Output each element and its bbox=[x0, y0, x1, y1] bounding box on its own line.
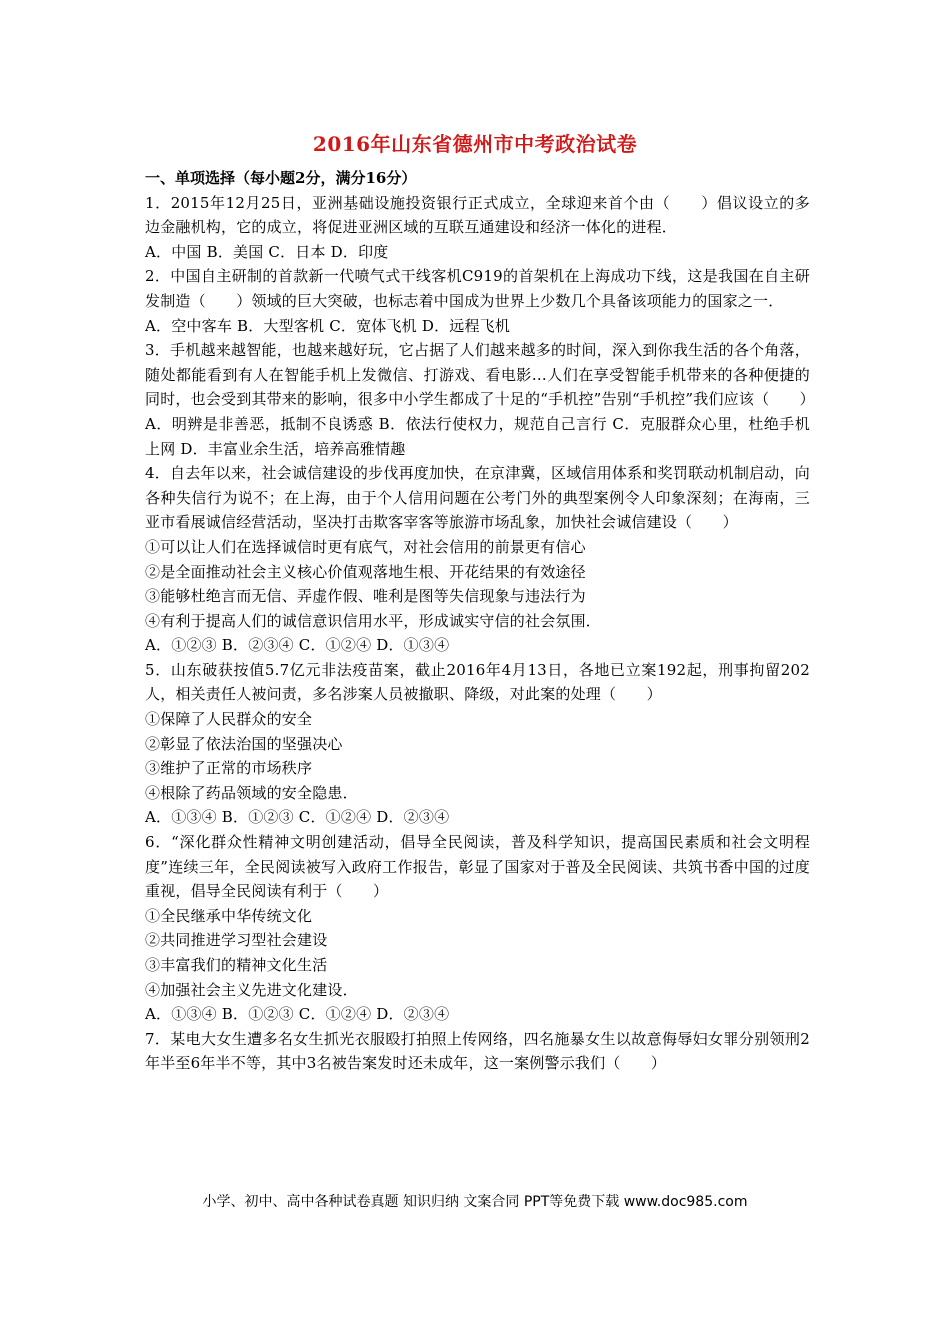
question-2-options: A．空中客车 B．大型客机 C．宽体飞机 D．远程飞机 bbox=[145, 316, 511, 335]
document-title: 2016年山东省德州市中考政治试卷 bbox=[312, 132, 638, 156]
question-4-options: A．①②③ B．②③④ C．①②④ D．①③④ bbox=[145, 636, 450, 655]
question-4: 4．自去年以来，社会诚信建设的步伐再度加快，在京津冀，区域信用体系和奖罚联动机制启动，向各种失信行为说不；在上海，由于个人信用问题在公考门外的典型案例令人印象深刻；在海南，三亚市看展诚信经营活动，坚决打击欺客宰客等旅游市场乱象，加快社会诚信建设（ ） bbox=[145, 464, 810, 532]
question-4-statement-3: ③能够杜绝言而无信、弄虚作假、唯利是图等失信现象与违法行为 bbox=[145, 587, 586, 606]
question-5-statement-3: ③维护了正常的市场秩序 bbox=[145, 759, 313, 778]
question-6-options: A．①③④ B．①②③ C．①②④ D．②③④ bbox=[145, 1005, 450, 1024]
question-6-statement-2: ②共同推进学习型社会建设 bbox=[145, 931, 328, 950]
section-heading: 一、单项选择（每小题2分，满分16分） bbox=[145, 169, 417, 187]
question-4-statement-4: ④有利于提高人们的诚信意识信用水平，形成诚实守信的社会氛围． bbox=[145, 611, 602, 630]
question-6-statement-4: ④加强社会主义先进文化建设． bbox=[145, 980, 358, 999]
question-4-statement-2: ②是全面推动社会主义核心价值观落地生根、开花结果的有效途径 bbox=[145, 562, 586, 581]
question-1-options: A．中国 B．美国 C．日本 D．印度 bbox=[145, 242, 389, 261]
question-5-statement-4: ④根除了药品领域的安全隐患． bbox=[145, 783, 358, 802]
question-7: 7．某电大女生遭多名女生抓光衣服殴打拍照上传网络，四名施暴女生以故意侮辱妇女罪分别领刑2年半至6年半不等，其中3名被告案发时还未成年，这一案例警示我们（ ） bbox=[145, 1029, 810, 1073]
question-5-statement-2: ②彰显了依法治国的坚强决心 bbox=[145, 734, 343, 753]
question-5: 5．山东破获按值5.7亿元非法疫苗案，截止2016年4月13日，各地已立案192起，刑事拘留202人，相关责任人被问责，多名涉案人员被撤职、降级，对此案的处理（ ） bbox=[145, 660, 810, 704]
question-3: 3．手机越来越智能，也越来越好玩，它占据了人们越来越多的时间，深入到你我生活的各个角落，随处都能看到有人在智能手机上发微信、打游戏、看电影…人们在享受智能手机带来的各种便捷的同时，也会受到其带来的影响，很多中小学生都成了十足的“手机控”告别“手机控”我们应该（ ） bbox=[145, 341, 815, 409]
question-1: 1．2015年12月25日，亚洲基础设施投资银行正式成立，全球迎来首个由（ ）倡议设立的多边金融机构，它的成立，将促进亚洲区域的互联互通建设和经济一体化的进程． bbox=[145, 193, 810, 237]
question-3-options: A．明辨是非善恶，抵制不良诱惑 B．依法行使权力，规范自己言行 C．克服群众心里，杜绝手机上网 D．丰富业余生活，培养高雅情趣 bbox=[145, 414, 810, 458]
exam-body bbox=[145, 166, 815, 1076]
question-5-options: A．①③④ B．①②③ C．①②④ D．②③④ bbox=[145, 808, 450, 827]
question-2: 2．中国自主研制的首款新一代喷气式干线客机C919的首架机在上海成功下线，这是我国在自主研发制造（ ）领域的巨大突破，也标志着中国成为世界上少数几个具备该项能力的国家之一． bbox=[145, 267, 810, 310]
question-4-statement-1: ①可以让人们在选择诚信时更有底气，对社会信用的前景更有信心 bbox=[145, 537, 586, 556]
question-6-statement-1: ①全民继承中华传统文化 bbox=[145, 906, 313, 925]
question-5-statement-1: ①保障了人民群众的安全 bbox=[145, 710, 313, 729]
question-6-statement-3: ③丰富我们的精神文化生活 bbox=[145, 956, 328, 974]
question-6: 6．“深化群众性精神文明创建活动，倡导全民阅读，普及科学知识，提高国民素质和社会文明程度”连续三年，全民阅读被写入政府工作报告，彰显了国家对于普及全民阅读、共筑书香中国的过度重视，倡导全民阅读有利于（ ） bbox=[145, 833, 810, 901]
page-footer: 小学、初中、高中各种试卷真题 知识归纳 文案合同 PPT等免费下载 www.doc985.com bbox=[202, 1194, 748, 1210]
